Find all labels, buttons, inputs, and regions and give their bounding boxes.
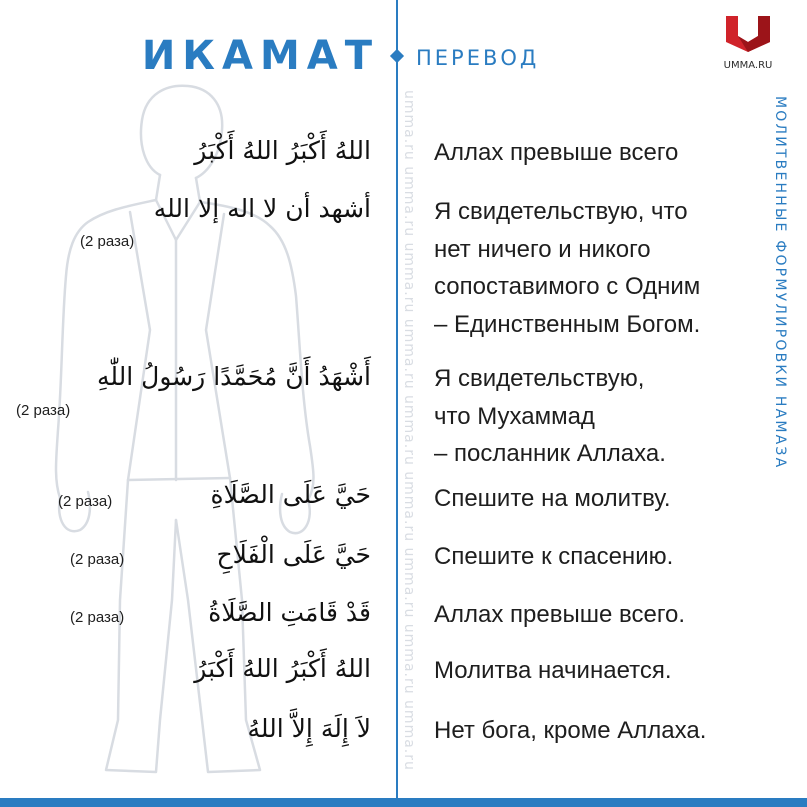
translation-line: что Мухаммад [434, 402, 595, 430]
page-subtitle: ПЕРЕВОД [416, 46, 540, 70]
translation-3 [434, 360, 754, 473]
arabic-line-4: حَيَّ عَلَى الصَّلَاةِ [210, 480, 371, 509]
translation-4 [434, 480, 754, 518]
page-title: ИКАМАТ [141, 33, 379, 79]
translation-line: – посланник Аллаха. [434, 440, 666, 467]
translation-2 [434, 193, 754, 343]
arabic-line-2: أشهد أن لا اله إلا الله [153, 194, 371, 223]
bottom-bar [0, 798, 807, 807]
translation-line: Я свидетельствую, [434, 365, 645, 392]
translation-6 [434, 596, 754, 634]
arabic-line-3: أَشْهَدُ أَنَّ مُحَمَّدًا رَسُولُ اللّٰهِ [96, 362, 371, 391]
translation-line: Молитва начинается. [434, 657, 672, 684]
repeat-note: (2 раза) [70, 551, 125, 568]
translation-7 [434, 652, 754, 690]
translation-5 [434, 538, 754, 576]
translation-line: Я свидетельствую, что [434, 198, 688, 225]
diamond-icon [390, 49, 404, 63]
translation-line: нет ничего и никого [434, 235, 651, 263]
translation-line: сопоставимого с Одним [434, 273, 701, 300]
logo-text: UMMA.RU [723, 60, 773, 71]
vertical-divider [396, 0, 398, 807]
translation-line: Нет бога, кроме Аллаха. [434, 717, 707, 744]
translation-line: – Единственным Богом. [434, 310, 701, 338]
arabic-line-1: اللهُ أَكْبَرُ اللهُ أَكْبَرُ [194, 136, 371, 165]
side-heading: МОЛИТВЕННЫЕ ФОРМУЛИРОВКИ НАМАЗА [772, 96, 788, 470]
translation-line: Спешите на молитву. [434, 485, 671, 512]
translation-1 [434, 134, 754, 172]
arabic-line-6: قَدْ قَامَتِ الصَّلَاةُ [208, 598, 371, 627]
translation-line: Аллах превыше всего. [434, 601, 686, 628]
arabic-line-7: اللهُ أَكْبَرُ اللهُ أَكْبَرُ [194, 654, 371, 683]
repeat-note: (2 раза) [58, 493, 113, 510]
repeat-note: (2 раза) [80, 233, 135, 250]
translation-line: Аллах превыше всего [434, 139, 679, 166]
arabic-line-5: حَيَّ عَلَى الْفَلَاحِ [216, 540, 371, 569]
repeat-note: (2 раза) [70, 609, 125, 626]
watermark: umma.ru umma.ru umma.ru umma.ru umma.ru umma.ru umma.ru umma.ru umma.ru [401, 90, 417, 771]
repeat-note: (2 раза) [16, 402, 71, 419]
umma-logo-icon [724, 12, 772, 52]
arabic-line-8: لاَ إِلَهَ إِلاَّ اللهُ [247, 714, 371, 743]
translation-8 [434, 712, 754, 750]
translation-line: Спешите к спасению. [434, 543, 674, 570]
